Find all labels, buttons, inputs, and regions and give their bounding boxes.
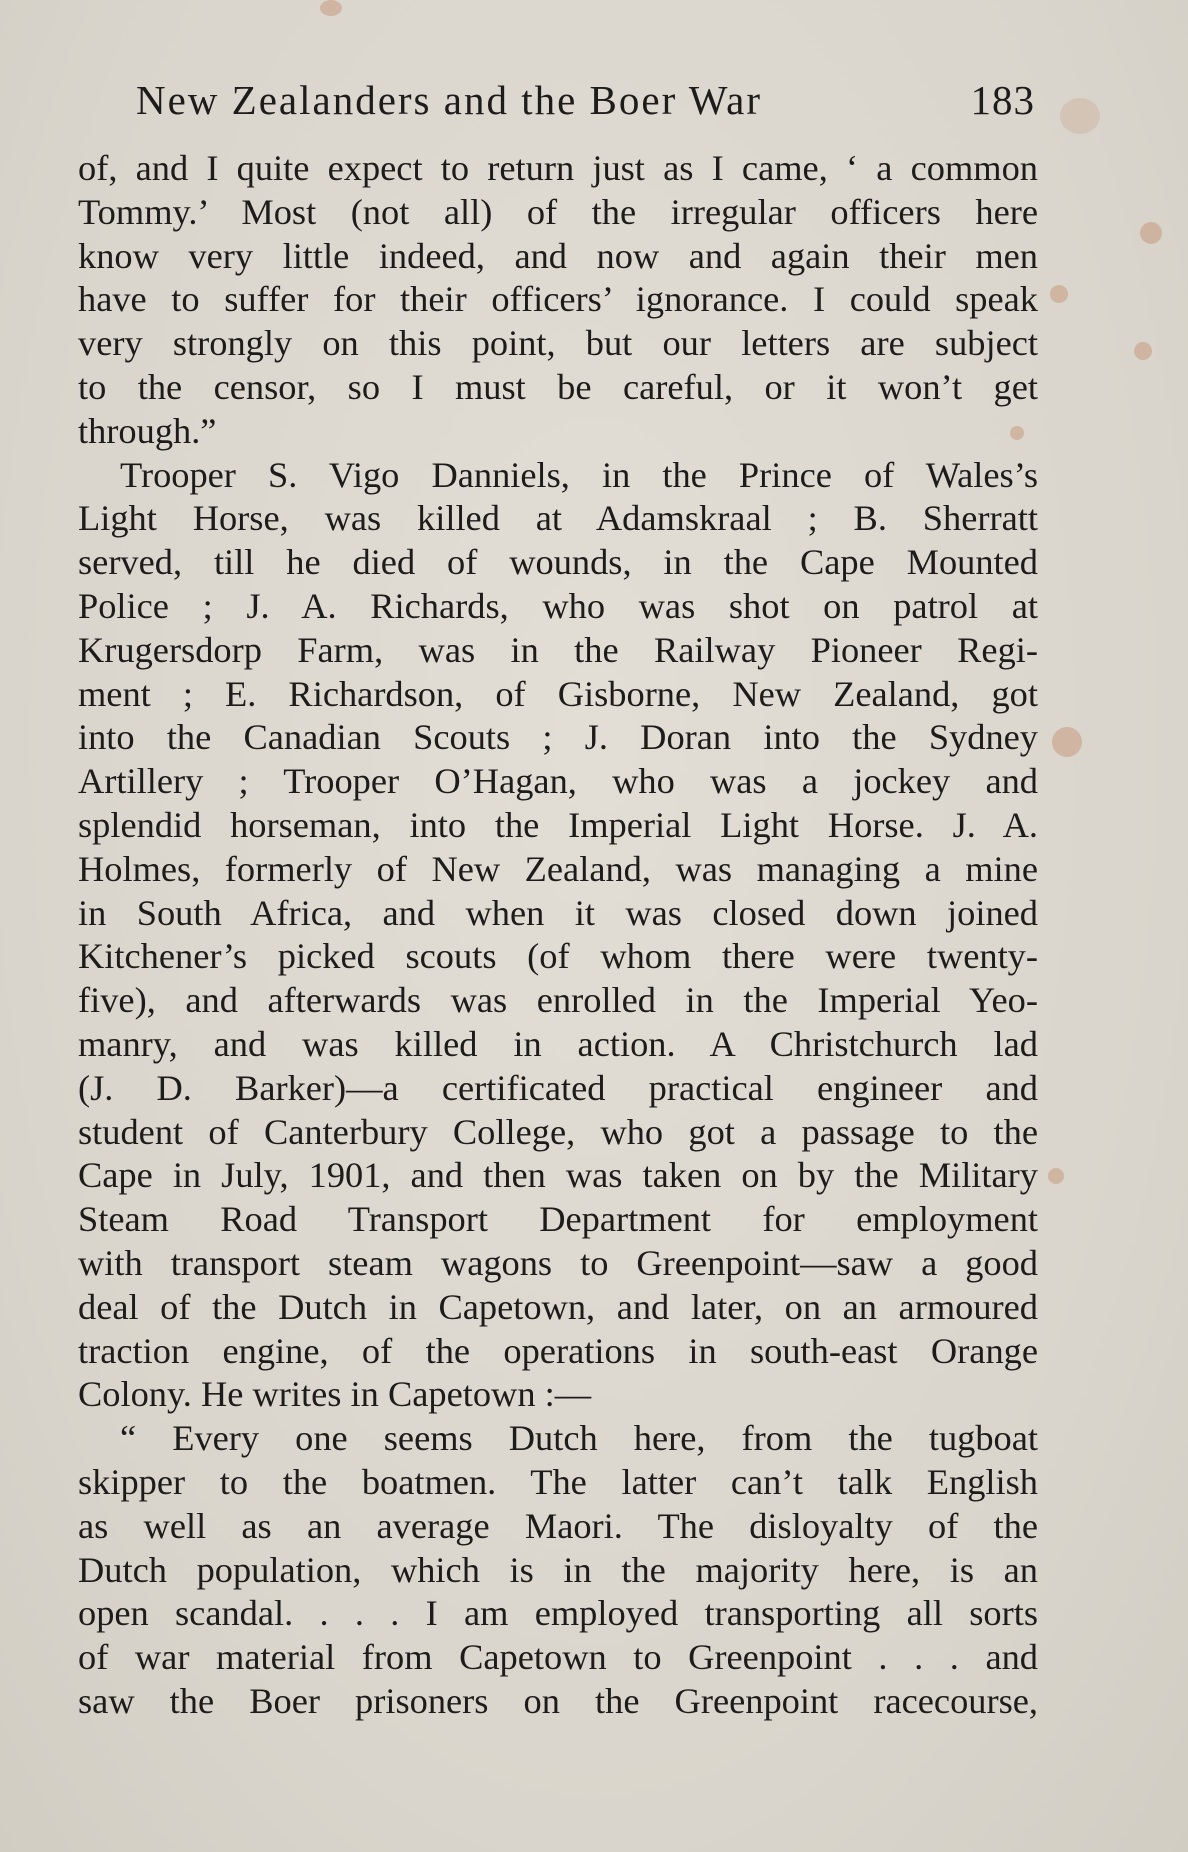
text-line: manry, and was killed in action. A Christchurch lad (78, 1023, 1038, 1064)
text-line: of war material from Capetown to Greenpoint . . . and (78, 1637, 1038, 1678)
body-text (78, 147, 1038, 1724)
text-line: Tommy.’ Most (not all) of the irregular officers here (78, 191, 1038, 232)
foxing-stain (1134, 342, 1152, 360)
text-line: Krugersdorp Farm, was in the Railway Pioneer Regi- (78, 629, 1038, 670)
text-line: saw the Boer prisoners on the Greenpoint racecourse, (78, 1680, 1038, 1721)
text-line: have to suffer for their officers’ ignorance. I could speak (78, 279, 1038, 320)
text-line: Holmes, formerly of New Zealand, was managing a mine (78, 848, 1038, 889)
foxing-stain (1140, 222, 1162, 244)
text-line: into the Canadian Scouts ; J. Doran into the Sydney (78, 717, 1038, 758)
foxing-stain (1050, 285, 1068, 303)
text-line: with transport steam wagons to Greenpoint—saw a good (78, 1242, 1038, 1283)
text-line: splendid horseman, into the Imperial Light Horse. J. A. (78, 804, 1038, 845)
text-line: deal of the Dutch in Capetown, and later, on an armoured (78, 1286, 1038, 1327)
foxing-stain (1052, 727, 1082, 757)
page-header (80, 70, 1035, 130)
foxing-stain (320, 0, 342, 16)
text-line: traction engine, of the operations in south-east Orange (78, 1330, 1038, 1371)
text-line: of, and I quite expect to return just as I came, ‘ a common (78, 148, 1038, 188)
text-line: know very little indeed, and now and again their men (78, 235, 1038, 276)
foxing-stain (1048, 1168, 1064, 1184)
text-line: Artillery ; Trooper O’Hagan, who was a jockey and (78, 761, 1038, 802)
foxing-stain (1060, 98, 1100, 134)
running-title: New Zealanders and the Boer War (136, 77, 763, 123)
text-line: (J. D. Barker)—a certificated practical engineer and (78, 1067, 1038, 1108)
text-line: Dutch population, which is in the majority here, is an (78, 1549, 1038, 1590)
text-line: served, till he died of wounds, in the Cape Mounted (78, 542, 1038, 583)
text-line: Trooper S. Vigo Danniels, in the Prince of Wales’s (120, 454, 1038, 495)
page-number: 183 (970, 77, 1035, 123)
text-line: to the censor, so I must be careful, or it won’t get (78, 366, 1038, 407)
text-line: through.” (78, 410, 217, 451)
text-line: Light Horse, was killed at Adamskraal ; B. Sherratt (78, 498, 1038, 539)
text-line: Steam Road Transport Department for employment (78, 1199, 1038, 1240)
text-line: Police ; J. A. Richards, who was shot on patrol at (78, 585, 1038, 626)
text-line: “ Every one seems Dutch here, from the tugboat (120, 1418, 1038, 1459)
text-line: skipper to the boatmen. The latter can’t talk English (78, 1461, 1038, 1502)
text-line: student of Canterbury College, who got a passage to the (78, 1111, 1038, 1152)
text-line: in South Africa, and when it was closed down joined (78, 892, 1038, 933)
text-line: Kitchener’s picked scouts (of whom there were twenty- (78, 936, 1038, 977)
text-line: Cape in July, 1901, and then was taken on by the Military (78, 1155, 1038, 1196)
text-line: very strongly on this point, but our letters are subject (78, 323, 1038, 364)
text-line: Colony. He writes in Capetown :— (78, 1374, 592, 1415)
text-line: open scandal. . . . I am employed transporting all sorts (78, 1593, 1038, 1634)
text-line: as well as an average Maori. The disloyalty of the (78, 1505, 1038, 1546)
text-line: ment ; E. Richardson, of Gisborne, New Zealand, got (78, 673, 1038, 714)
text-line: five), and afterwards was enrolled in the Imperial Yeo- (78, 980, 1038, 1021)
